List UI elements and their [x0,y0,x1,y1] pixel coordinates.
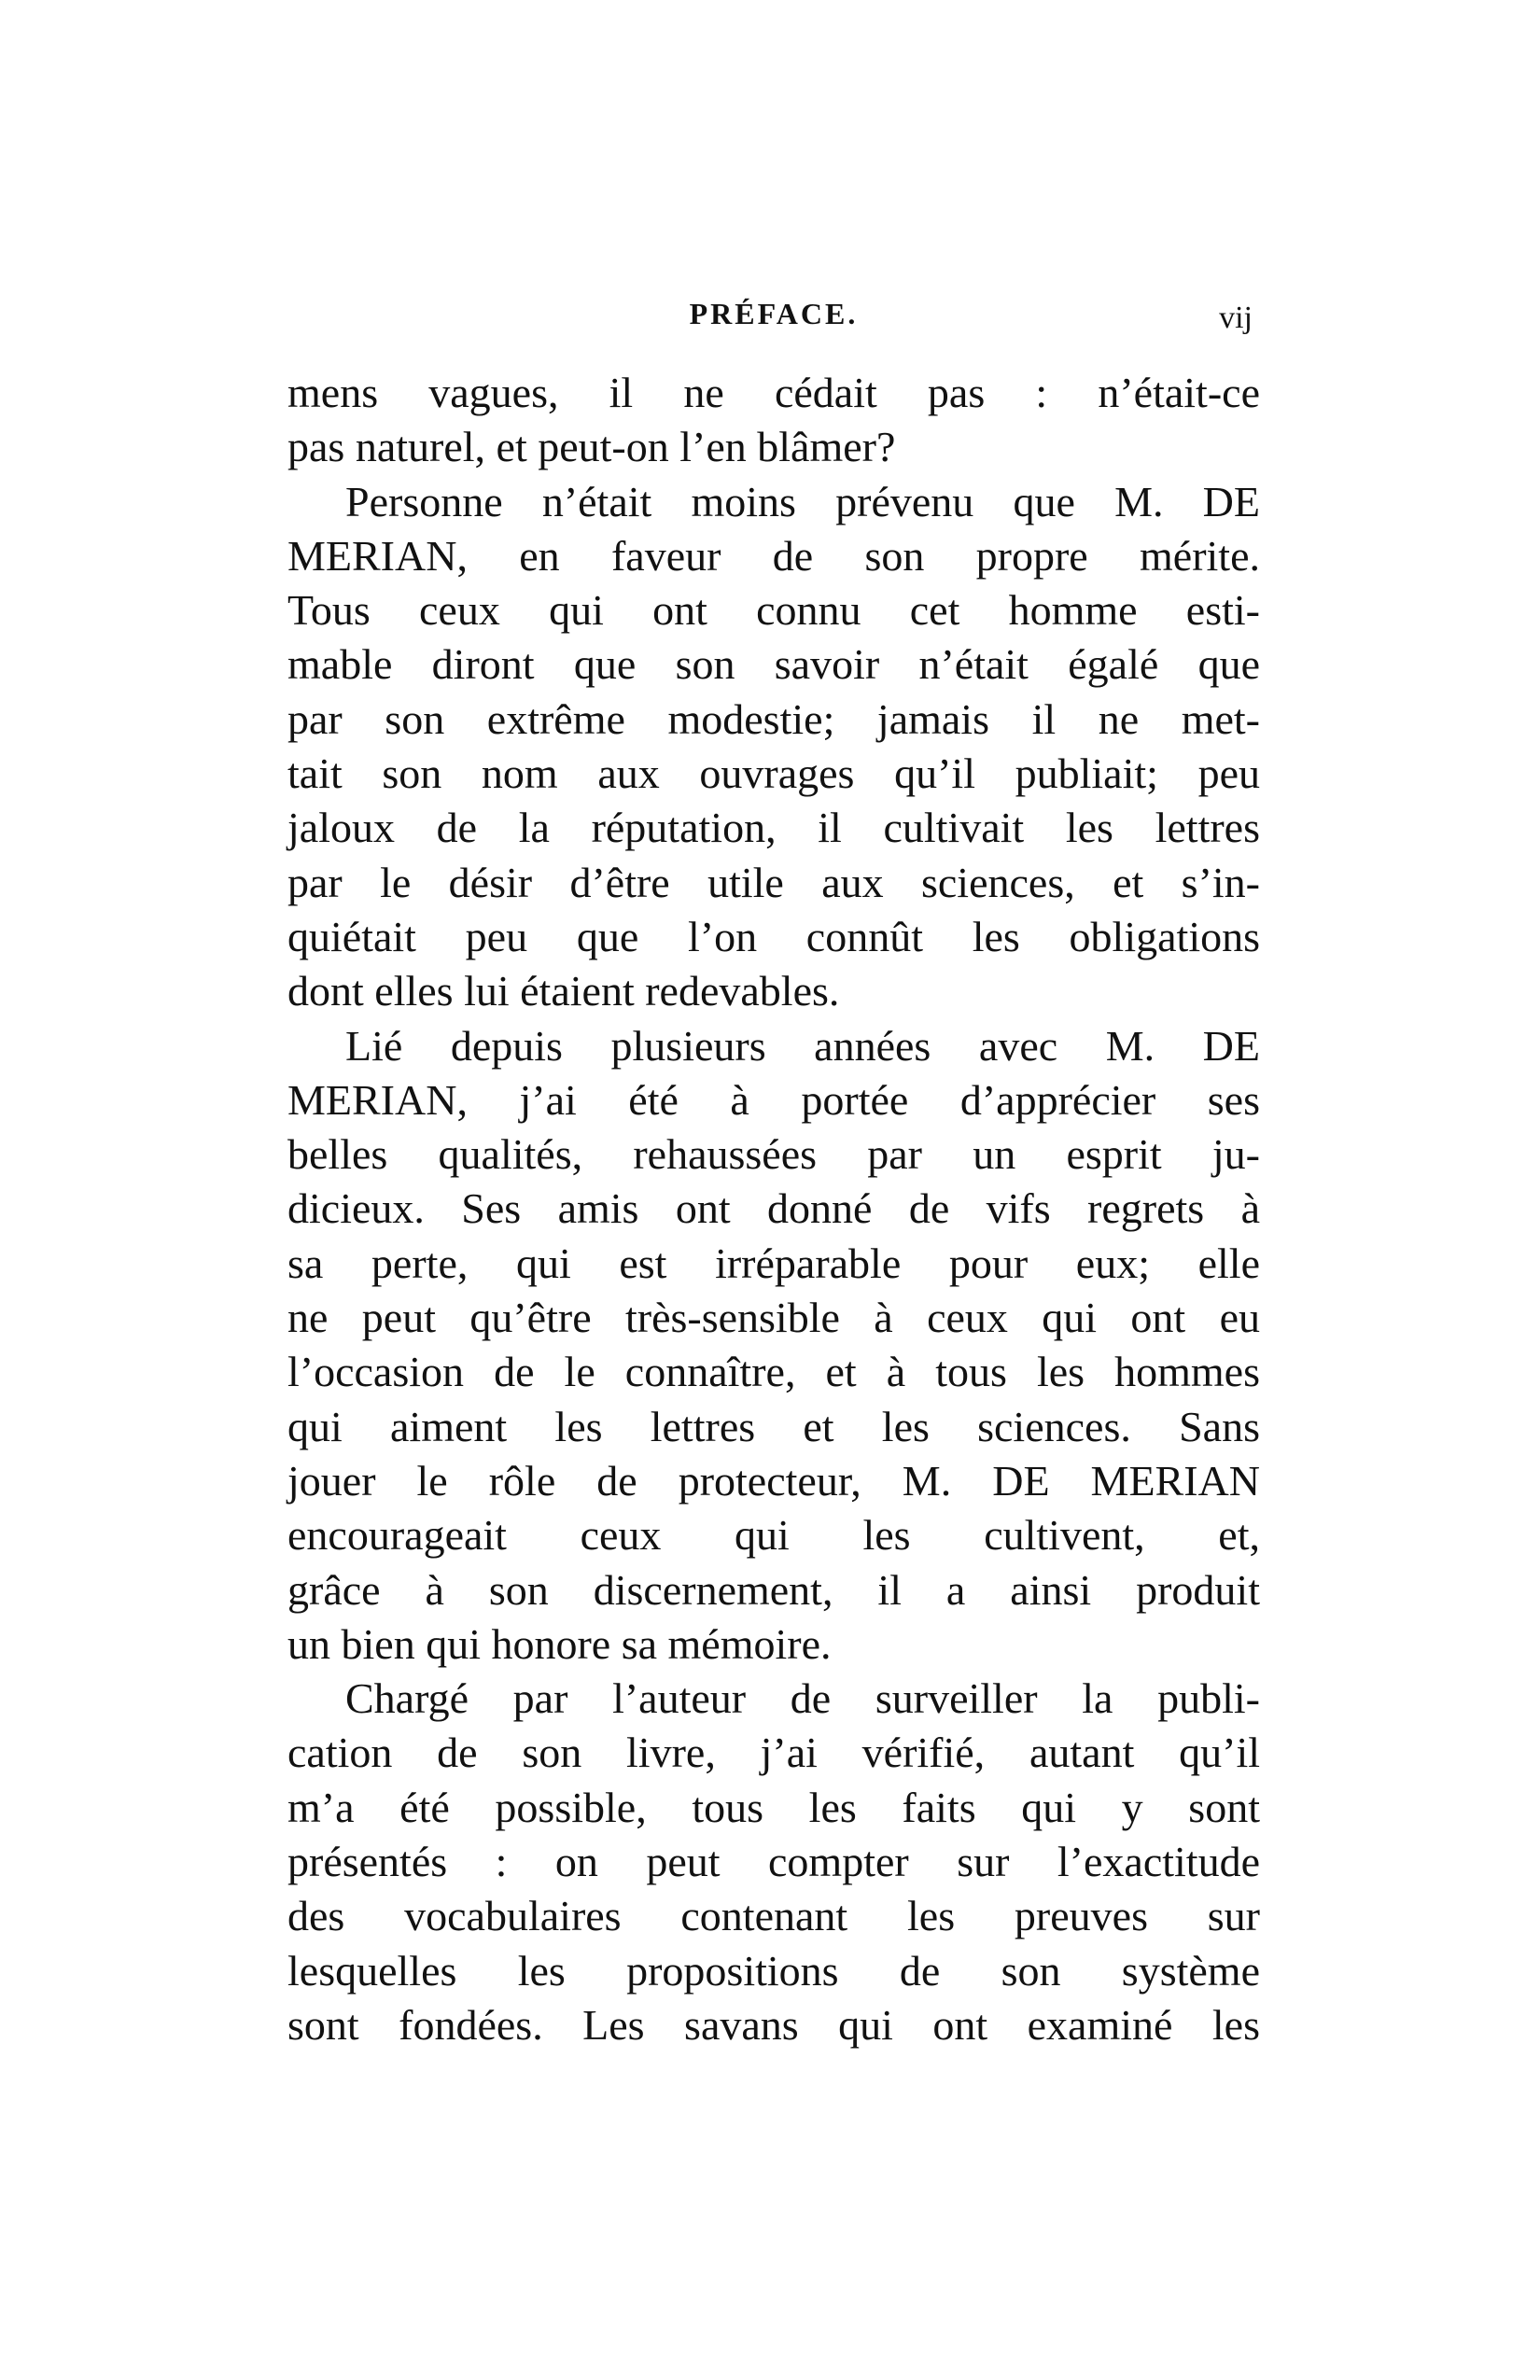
text-line: belles qualités, rehaussées par un esprit ju- [287,1130,1260,1179]
text-line: ne peut qu’être très-sensible à ceux qui ont eu [287,1294,1260,1342]
text-line: jouer le rôle de protecteur, M. DE MERIAN [287,1456,1260,1505]
text-line: sont fondées. Les savans qui ont examiné les [287,2000,1260,2049]
text-line: MERIAN, en faveur de son propre mérite. [287,531,1260,580]
text-line: par son extrême modestie; jamais il ne met- [287,694,1260,743]
text-line: dont elles lui étaient redevables. [287,967,840,1015]
text-line: qui aiment les lettres et les sciences. Sans [287,1402,1260,1450]
text-line: jaloux de la réputation, il cultivait les lettres [287,804,1260,852]
text-line: par le désir d’être utile aux sciences, et s’in- [287,858,1260,906]
text-line: MERIAN, j’ai été à portée d’apprécier ses [287,1075,1260,1124]
text-line: m’a été possible, tous les faits qui y sont [287,1783,1260,1831]
text-line: Personne n’était moins prévenu que M. DE [345,477,1260,525]
text-line: l’occasion de le connaître, et à tous les hommes [287,1348,1260,1396]
text-line: tait son nom aux ouvrages qu’il publiait; peu [287,749,1260,798]
text-line: mens vagues, il ne cédait pas : n’était-ce [287,369,1260,416]
text-line: sa perte, qui est irréparable pour eux; elle [287,1239,1260,1287]
body-text [287,366,1260,2052]
text-line: encourageait ceux qui les cultivent, et, [287,1511,1260,1560]
page-number: vij [1219,301,1253,335]
running-head [287,297,1260,345]
text-line: grâce à son discernement, il a ainsi produit [287,1565,1260,1614]
text-line: mable diront que son savoir n’était égalé que [287,640,1260,689]
text-line: dicieux. Ses amis ont donné de vifs regrets à [287,1184,1260,1233]
text-line: pas naturel, et peut-on l’en blâmer? [287,423,896,471]
text-line: un bien qui honore sa mémoire. [287,1619,832,1668]
text-line: cation de son livre, j’ai vérifié, autant qu’il [287,1729,1260,1777]
text-line: des vocabulaires contenant les preuves sur [287,1892,1260,1940]
running-title: PRÉFACE. [689,297,859,330]
text-line: Lié depuis plusieurs années avec M. DE [345,1021,1260,1070]
text-line: quiétait peu que l’on connût les obligations [287,912,1260,960]
text-line: Tous ceux qui ont connu cet homme esti- [287,586,1260,635]
text-line: présentés : on peut compter sur l’exactitude [287,1838,1260,1886]
text-line: Chargé par l’auteur de surveiller la publi- [345,1674,1260,1723]
text-line: lesquelles les propositions de son système [287,1946,1260,1995]
